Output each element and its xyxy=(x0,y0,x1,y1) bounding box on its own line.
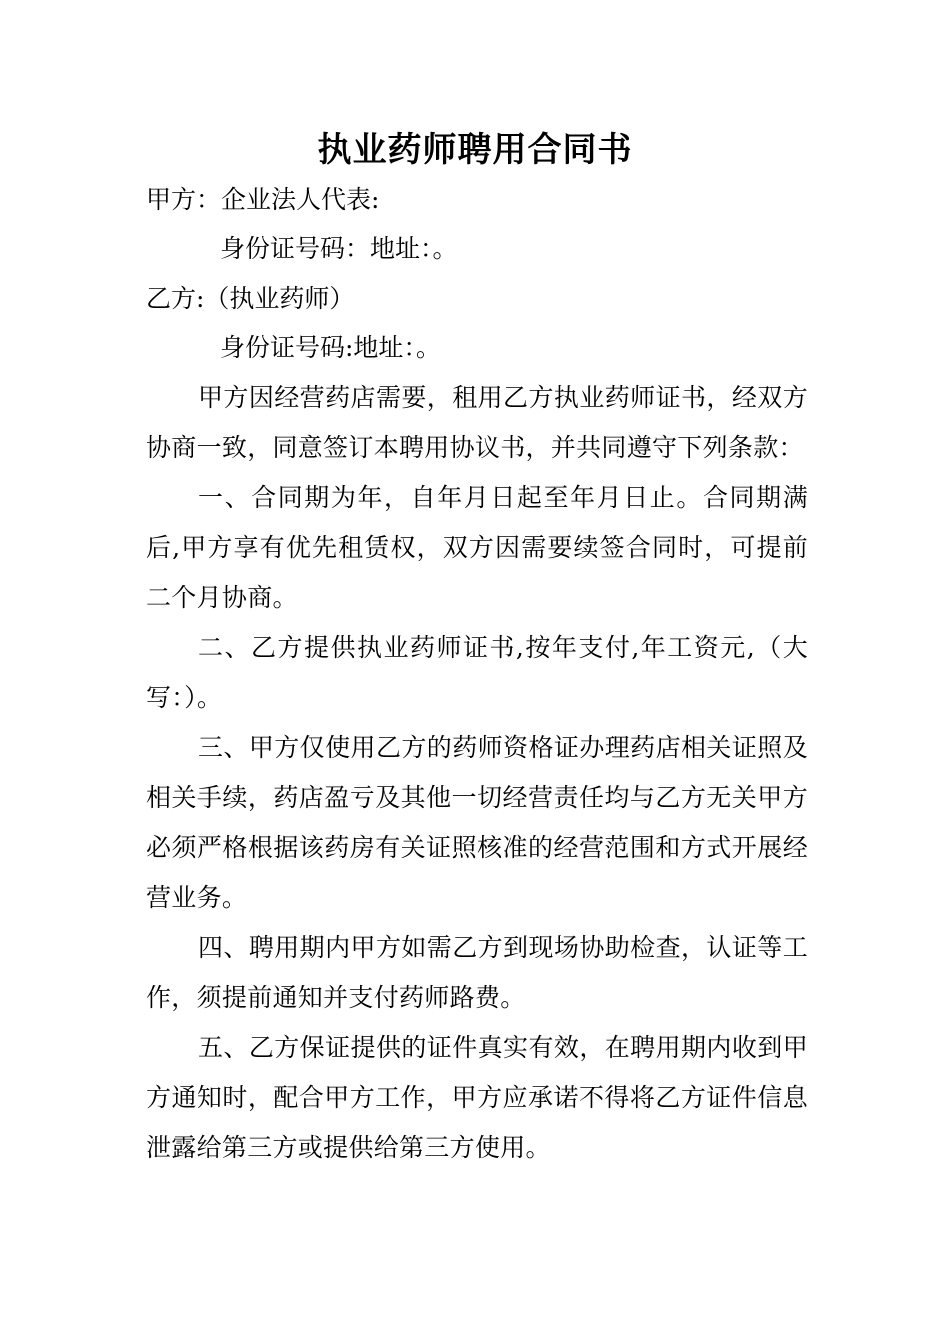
clause-1-paragraph: 一、合同期为年，自年月日起至年月日止。合同期满后,甲方享有优先租赁权，双方因需要续签合同时，可提前二个月协商。 xyxy=(146,483,808,612)
clause-4-paragraph: 四、聘用期内甲方如需乙方到现场协助检查，认证等工作，须提前通知并支付药师路费。 xyxy=(146,933,808,1012)
party-b-id-address: 身份证号码:地址：。 xyxy=(220,333,441,362)
party-a-line: 甲方：企业法人代表: xyxy=(146,185,380,214)
document-title: 执业药师聘用合同书 xyxy=(317,130,633,170)
contract-body xyxy=(146,373,808,1173)
clause-3-paragraph: 三、甲方仅使用乙方的药师资格证办理药店相关证照及相关手续，药店盈亏及其他一切经营责任均与乙方无关甲方必须严格根据该药房有关证照核准的经营范围和方式开展经营业务。 xyxy=(146,733,808,912)
party-a-id-address: 身份证号码：地址：。 xyxy=(220,234,458,263)
party-b-line: 乙方:（执业药师） xyxy=(146,284,355,313)
clause-2-paragraph: 二、乙方提供执业药师证书,按年支付,年工资元,（大写：）。 xyxy=(146,633,808,712)
clause-5-paragraph: 五、乙方保证提供的证件真实有效，在聘用期内收到甲方通知时，配合甲方工作，甲方应承诺不得将乙方证件信息泄露给第三方或提供给第三方使用。 xyxy=(146,1033,808,1162)
preamble-paragraph: 甲方因经营药店需要，租用乙方执业药师证书，经双方协商一致，同意签订本聘用协议书，并共同遵守下列条款： xyxy=(146,383,808,462)
